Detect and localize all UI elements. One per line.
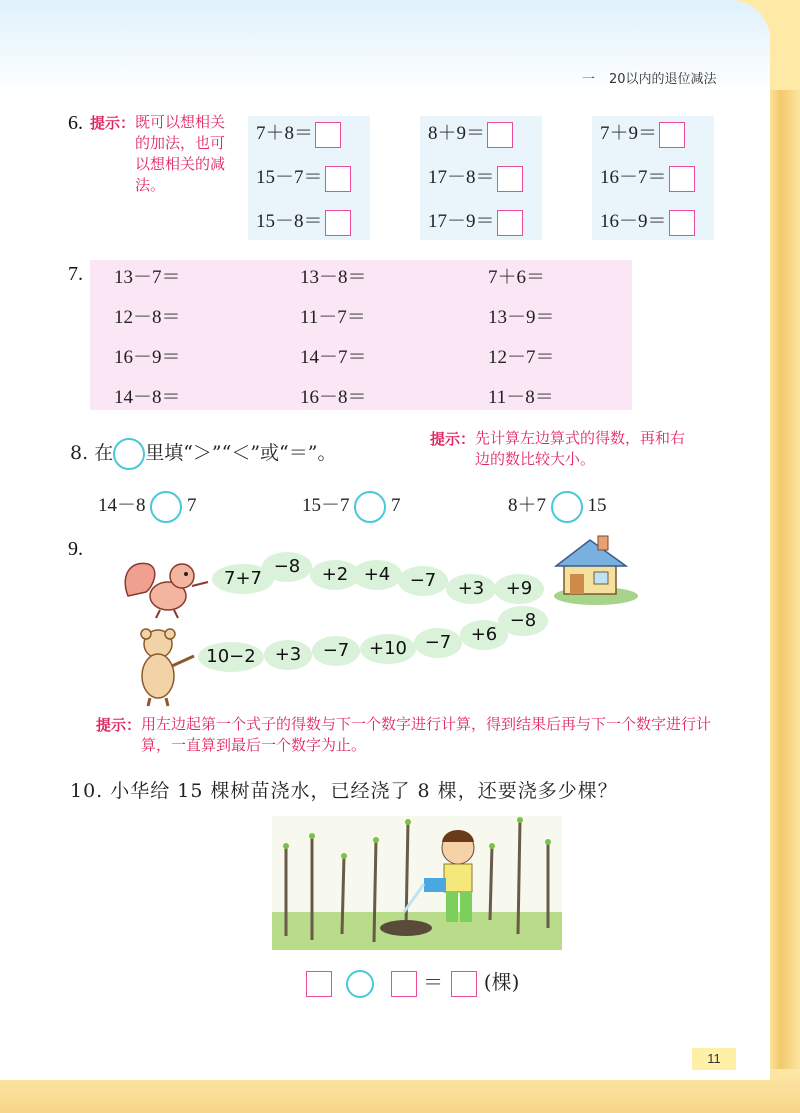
house-illustration <box>546 534 638 606</box>
q8-right: 7 <box>187 495 197 516</box>
path-bubble: +2 <box>310 560 360 590</box>
answer-box[interactable] <box>669 166 695 192</box>
path-bubble: +9 <box>494 574 544 604</box>
compare-circle[interactable] <box>551 491 583 523</box>
q8-comparison-3 <box>508 490 607 523</box>
q6-expr: 17－8＝ <box>428 167 495 188</box>
q7-expr: 13－8＝ <box>300 267 367 288</box>
q7-expr: 7＋6＝ <box>488 267 546 288</box>
q8-stem-after: 里填“＞”“＜”或“＝”。 <box>145 442 337 464</box>
q6-column-3 <box>592 116 714 240</box>
q10-question: 小华给 15 棵树苗浇水，已经浇了 8 棵，还要浇多少棵？ <box>110 780 618 802</box>
answer-box[interactable] <box>659 122 685 148</box>
q8-right: 7 <box>391 495 401 516</box>
chapter-header <box>582 68 717 87</box>
q8-left: 15－7 <box>302 495 350 516</box>
compare-circle[interactable] <box>354 491 386 523</box>
q6-hint-label: 提示： <box>90 114 136 132</box>
q6-expr: 16－7＝ <box>600 167 667 188</box>
path-bubble: −7 <box>414 628 462 658</box>
q8-hint-label: 提示： <box>430 430 476 448</box>
q8-right: 15 <box>587 495 607 516</box>
q8-stem-before: 在 <box>94 442 114 464</box>
answer-box[interactable] <box>451 971 477 997</box>
squirrel-illustration <box>120 556 212 620</box>
q7-expr: 16－8＝ <box>300 387 367 408</box>
path-bubble: 10−2 <box>198 642 264 672</box>
q8-hint <box>430 428 720 470</box>
answer-box[interactable] <box>487 122 513 148</box>
q10-number: 10. <box>70 780 104 802</box>
answer-box[interactable] <box>391 971 417 997</box>
answer-box[interactable] <box>306 971 332 997</box>
q9-hint-label: 提示： <box>96 716 142 734</box>
path-bubble: −7 <box>312 636 360 666</box>
q7-expr: 11－8＝ <box>488 387 554 408</box>
path-bubble: +4 <box>352 560 402 590</box>
answer-box[interactable] <box>325 210 351 236</box>
path-bubble: +6 <box>460 620 508 650</box>
q6-expr: 17－9＝ <box>428 211 495 232</box>
q8-comparison-2 <box>302 490 401 523</box>
q7-number: 7. <box>68 263 83 285</box>
q7-expr: 16－9＝ <box>114 347 181 368</box>
q9-hint-text: 用左边起第一个式子的得数与下一个数字进行计算，得到结果后再与下一个数字进行计算，一直算到最后一个数字为止。 <box>141 715 712 754</box>
bear-illustration <box>132 626 202 708</box>
page-number: 11 <box>692 1048 736 1070</box>
answer-box[interactable] <box>497 210 523 236</box>
watering-trees-illustration <box>272 816 562 950</box>
answer-box[interactable] <box>497 166 523 192</box>
q10-stem <box>70 776 618 803</box>
path-bubble: 7+7 <box>212 564 274 594</box>
chapter-number: 一 <box>582 72 596 87</box>
q7-box <box>90 260 632 410</box>
q6-column-1 <box>248 116 370 240</box>
q7-expr: 12－8＝ <box>114 307 181 328</box>
q6-expr: 8＋9＝ <box>428 123 486 144</box>
path-bubble: +3 <box>446 574 496 604</box>
q6-column-2 <box>420 116 542 240</box>
q7-expr: 13－9＝ <box>488 307 555 328</box>
q6-number: 6. <box>68 112 83 134</box>
q8-comparison-1 <box>98 490 197 523</box>
q8-number: 8. <box>70 442 89 464</box>
q7-expr: 12－7＝ <box>488 347 555 368</box>
q7-expr: 14－7＝ <box>300 347 367 368</box>
q7-expr: 13－7＝ <box>114 267 181 288</box>
q9-hint <box>96 714 736 756</box>
answer-box[interactable] <box>325 166 351 192</box>
path-bubble: −8 <box>262 552 312 582</box>
q10-answer-row <box>304 966 519 998</box>
q6-expr: 15－8＝ <box>256 211 323 232</box>
q8-stem <box>70 438 336 470</box>
equals-sign: ＝ <box>423 970 444 994</box>
q6-hint <box>90 112 250 196</box>
q8-left: 8＋7 <box>508 495 547 516</box>
q6-expr: 16－9＝ <box>600 211 667 232</box>
q6-hint-text: 既可以想相关的加法，也可以想相关的减法。 <box>135 113 226 194</box>
operator-circle[interactable] <box>346 970 374 998</box>
unit-label: (棵) <box>483 970 520 994</box>
answer-box[interactable] <box>669 210 695 236</box>
answer-box[interactable] <box>315 122 341 148</box>
q6-expr: 7＋8＝ <box>256 123 314 144</box>
chapter-title: 20以内的退位减法 <box>609 72 717 87</box>
q9-number: 9. <box>68 538 83 560</box>
path-bubble: +10 <box>360 634 416 664</box>
q8-hint-text: 先计算左边算式的得数，再和右边的数比较大小。 <box>475 429 686 468</box>
compare-circle[interactable] <box>150 491 182 523</box>
q7-expr: 11－7＝ <box>300 307 366 328</box>
path-bubble: +3 <box>264 640 312 670</box>
path-bubble: −8 <box>498 606 548 636</box>
circle-symbol <box>113 438 145 470</box>
q7-expr: 14－8＝ <box>114 387 181 408</box>
q6-expr: 7＋9＝ <box>600 123 658 144</box>
path-bubble: −7 <box>398 566 448 596</box>
q6-expr: 15－7＝ <box>256 167 323 188</box>
q8-left: 14－8 <box>98 495 146 516</box>
